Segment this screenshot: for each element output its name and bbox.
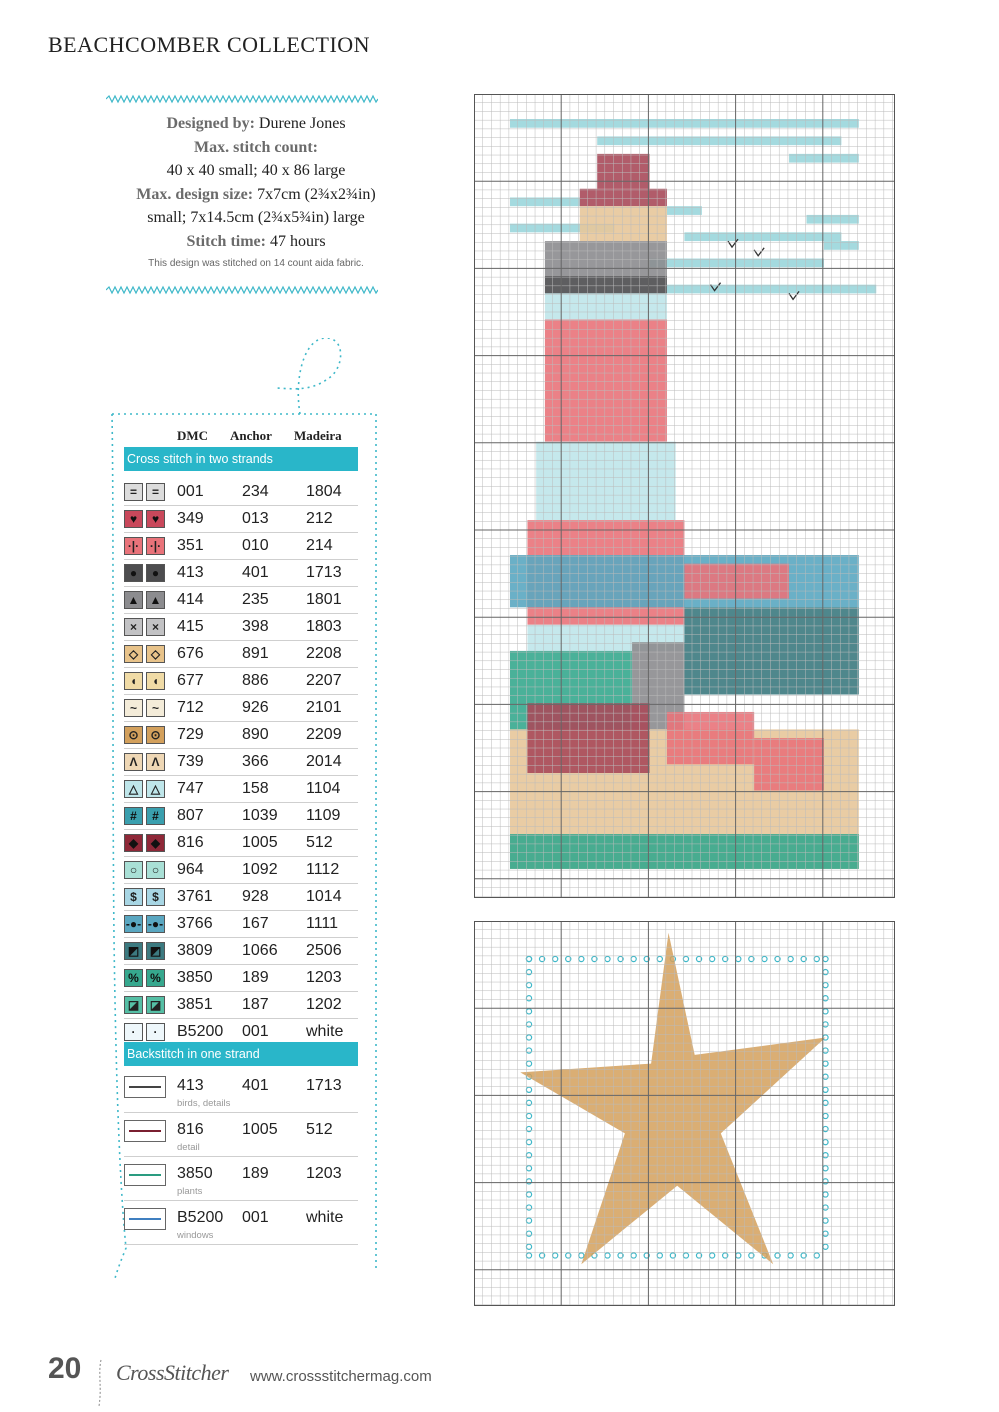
border-dot bbox=[823, 1087, 828, 1092]
symbol-cell: ~ bbox=[124, 699, 143, 717]
border-dot bbox=[526, 1153, 531, 1158]
col-anchor: Anchor bbox=[230, 428, 272, 443]
border-dot bbox=[526, 1022, 531, 1027]
madeira-code: 1203 bbox=[306, 969, 342, 986]
anchor-code: 234 bbox=[242, 483, 269, 500]
border-dot bbox=[823, 1192, 828, 1197]
rocks bbox=[754, 738, 824, 790]
dmc-code: 816 bbox=[177, 834, 204, 851]
anchor-code: 167 bbox=[242, 915, 269, 932]
symbol-swatch bbox=[124, 996, 166, 1014]
symbol-cell: % bbox=[124, 969, 143, 987]
lighthouse-roof bbox=[580, 189, 667, 206]
key-row-3761 bbox=[124, 883, 358, 911]
symbol-cell: -●- bbox=[147, 917, 164, 931]
madeira-code: 2014 bbox=[306, 753, 342, 770]
border-dot bbox=[526, 1126, 531, 1131]
backstitch-row-413 bbox=[124, 1068, 358, 1113]
anchor-code: 890 bbox=[242, 726, 269, 743]
anchor-code: 001 bbox=[242, 1023, 269, 1040]
madeira-code: 1202 bbox=[306, 996, 342, 1013]
symbol-cell: ⊙ bbox=[124, 726, 143, 744]
dmc-code: 351 bbox=[177, 537, 204, 554]
lighthouse-lantern bbox=[580, 206, 667, 241]
dmc-code: 677 bbox=[177, 672, 204, 689]
dmc-code: 413 bbox=[177, 1077, 204, 1094]
symbol-cell: # bbox=[146, 807, 165, 825]
symbol-cell: Λ bbox=[146, 753, 165, 771]
anchor-code: 401 bbox=[242, 1077, 269, 1094]
dmc-code: 3850 bbox=[177, 969, 213, 986]
symbol-cell: Λ bbox=[124, 753, 143, 771]
starfish-chart bbox=[474, 921, 895, 1306]
backstitch-swatch bbox=[124, 1076, 166, 1098]
max-size-value-2: small; 7x14.5cm (2¾x5¾in) large bbox=[147, 209, 365, 226]
symbol-cell: ● bbox=[124, 564, 143, 582]
border-dot bbox=[823, 996, 828, 1001]
dmc-code: 001 bbox=[177, 483, 204, 500]
designer-name: Durene Jones bbox=[258, 115, 346, 132]
symbol-cell: ♥ bbox=[124, 510, 143, 528]
key-row-676 bbox=[124, 640, 358, 668]
border-dot bbox=[823, 1179, 828, 1184]
sea bbox=[684, 607, 858, 694]
border-dot bbox=[710, 956, 715, 961]
border-dot bbox=[526, 983, 531, 988]
key-row-677 bbox=[124, 667, 358, 695]
madeira-code: 512 bbox=[306, 1121, 333, 1138]
key-row-351 bbox=[124, 532, 358, 560]
madeira-code: 2207 bbox=[306, 672, 342, 689]
border-dot bbox=[526, 1205, 531, 1210]
madeira-code: 1111 bbox=[306, 915, 339, 932]
key-row-3851 bbox=[124, 991, 358, 1019]
dmc-code: 415 bbox=[177, 618, 204, 635]
stitch-time-label: Stitch time: bbox=[186, 232, 266, 250]
border-dot bbox=[526, 1231, 531, 1236]
symbol-swatch bbox=[124, 942, 166, 960]
border-dot bbox=[526, 956, 531, 961]
backstitch-heading: Backstitch in one strand bbox=[124, 1042, 358, 1066]
border-dot bbox=[823, 1205, 828, 1210]
backstitch-note: detail bbox=[177, 1142, 200, 1153]
symbol-cell: = bbox=[124, 483, 143, 501]
dmc-code: 349 bbox=[177, 510, 204, 527]
symbol-cell: ·|· bbox=[146, 537, 165, 555]
symbol-cell: × bbox=[124, 618, 143, 636]
backstitch-row-816 bbox=[124, 1112, 358, 1157]
symbol-cell: △ bbox=[146, 780, 165, 798]
border-dot bbox=[823, 1244, 828, 1249]
backstitch-note: birds, details bbox=[177, 1098, 231, 1109]
anchor-code: 366 bbox=[242, 753, 269, 770]
anchor-code: 1005 bbox=[242, 834, 278, 851]
border-dot bbox=[553, 956, 558, 961]
border-dot bbox=[710, 1253, 715, 1258]
border-dot bbox=[631, 1253, 636, 1258]
symbol-cell: = bbox=[146, 483, 165, 501]
border-dot bbox=[823, 956, 828, 961]
anchor-code: 187 bbox=[242, 996, 269, 1013]
rocks bbox=[667, 712, 754, 764]
border-dot bbox=[526, 1179, 531, 1184]
symbol-swatch bbox=[124, 969, 166, 987]
symbol-cell: △ bbox=[124, 780, 143, 798]
symbol-cell: ◪ bbox=[124, 996, 143, 1014]
key-row-413 bbox=[124, 559, 358, 587]
anchor-code: 1005 bbox=[242, 1121, 278, 1138]
madeira-code: 1713 bbox=[306, 1077, 342, 1094]
border-dot bbox=[579, 1253, 584, 1258]
col-madeira: Madeira bbox=[294, 428, 342, 443]
madeira-code: 2506 bbox=[306, 942, 342, 959]
border-dot bbox=[526, 1048, 531, 1053]
page-number: 20 bbox=[48, 1352, 82, 1385]
max-size-value: 7x7cm (2¾x2¾in) bbox=[257, 185, 376, 203]
border-dot bbox=[736, 1253, 741, 1258]
symbol-swatch bbox=[124, 645, 166, 663]
lighthouse-tower bbox=[536, 442, 676, 520]
sea bbox=[684, 564, 789, 599]
symbol-cell: ⊙ bbox=[146, 726, 165, 744]
brand-logo: CrossStitcher bbox=[116, 1360, 229, 1385]
symbol-cell: ♥ bbox=[146, 510, 165, 528]
madeira-code: 214 bbox=[306, 537, 333, 554]
border-dot bbox=[823, 1218, 828, 1223]
anchor-code: 928 bbox=[242, 888, 269, 905]
border-dot bbox=[683, 1253, 688, 1258]
border-dot bbox=[526, 969, 531, 974]
backstitch-swatch bbox=[124, 1164, 166, 1186]
madeira-code: white bbox=[306, 1209, 344, 1226]
border-dot bbox=[553, 1253, 558, 1258]
border-dot bbox=[526, 1218, 531, 1223]
symbol-swatch bbox=[124, 699, 166, 717]
zigzag-divider-top bbox=[106, 94, 378, 104]
border-dot bbox=[605, 956, 610, 961]
border-dot bbox=[823, 1126, 828, 1131]
madeira-code: 512 bbox=[306, 834, 333, 851]
symbol-swatch bbox=[124, 753, 166, 771]
dmc-code: B5200 bbox=[177, 1209, 224, 1226]
backstitch-row-3850 bbox=[124, 1156, 358, 1201]
symbol-swatch bbox=[124, 537, 166, 555]
symbol-cell: ◇ bbox=[146, 645, 165, 663]
border-dot bbox=[823, 1061, 828, 1066]
anchor-code: 189 bbox=[242, 1165, 269, 1182]
symbol-cell: ○ bbox=[146, 861, 165, 879]
key-row-747 bbox=[124, 775, 358, 803]
border-dot bbox=[657, 1253, 662, 1258]
symbol-swatch bbox=[124, 510, 166, 528]
dmc-code: 747 bbox=[177, 780, 204, 797]
grass-bottom bbox=[510, 834, 859, 869]
symbol-swatch bbox=[124, 726, 166, 744]
border-dot bbox=[526, 1253, 531, 1258]
key-row-001 bbox=[124, 478, 358, 506]
key-row-3809 bbox=[124, 937, 358, 965]
madeira-code: 1104 bbox=[306, 780, 341, 797]
backstitch-note: windows bbox=[177, 1230, 214, 1241]
max-size-label: Max. design size: bbox=[136, 185, 254, 203]
backstitch-row-B5200 bbox=[124, 1200, 358, 1245]
madeira-code: 212 bbox=[306, 510, 333, 527]
backstitch-swatch bbox=[124, 1208, 166, 1230]
dmc-code: 712 bbox=[177, 699, 204, 716]
fabric-note: This design was stitched on 14 count aida fabric. bbox=[148, 258, 364, 269]
madeira-code: 1014 bbox=[306, 888, 342, 905]
symbol-swatch bbox=[124, 618, 166, 636]
key-row-964 bbox=[124, 856, 358, 884]
key-row-3766 bbox=[124, 910, 358, 938]
symbol-swatch bbox=[124, 888, 166, 906]
symbol-cell: $ bbox=[124, 888, 143, 906]
max-count-label: Max. stitch count: bbox=[194, 138, 318, 156]
symbol-swatch bbox=[124, 564, 166, 582]
symbol-swatch bbox=[124, 807, 166, 825]
border-dot bbox=[657, 956, 662, 961]
bird-mark bbox=[754, 248, 764, 256]
border-dot bbox=[526, 1087, 531, 1092]
anchor-code: 1039 bbox=[242, 807, 278, 824]
border-dot bbox=[814, 1253, 819, 1258]
border-dot bbox=[736, 956, 741, 961]
anchor-code: 1092 bbox=[242, 861, 278, 878]
backstitch-swatch bbox=[124, 1120, 166, 1142]
border-dot bbox=[526, 996, 531, 1001]
symbol-swatch bbox=[124, 591, 166, 609]
border-dot bbox=[788, 956, 793, 961]
border-dot bbox=[526, 1166, 531, 1171]
symbol-cell: ◖ bbox=[146, 672, 165, 690]
border-dot bbox=[814, 956, 819, 961]
max-count-value: 40 x 40 small; 40 x 86 large bbox=[166, 162, 346, 179]
border-dot bbox=[823, 1166, 828, 1171]
symbol-swatch bbox=[124, 1023, 166, 1041]
anchor-code: 891 bbox=[242, 645, 269, 662]
border-dot bbox=[526, 1113, 531, 1118]
border-dot bbox=[788, 1253, 793, 1258]
symbol-cell: · bbox=[124, 1023, 143, 1041]
symbol-cell: ◪ bbox=[146, 996, 165, 1014]
symbol-cell: ◖ bbox=[124, 672, 143, 690]
madeira-code: 1803 bbox=[306, 618, 342, 635]
stitch-time-value: 47 hours bbox=[269, 232, 326, 250]
anchor-code: 886 bbox=[242, 672, 269, 689]
border-dot bbox=[823, 1022, 828, 1027]
key-row-807 bbox=[124, 802, 358, 830]
symbol-cell: # bbox=[124, 807, 143, 825]
symbol-cell: ◆ bbox=[124, 834, 143, 852]
anchor-code: 010 bbox=[242, 537, 269, 554]
key-row-415 bbox=[124, 613, 358, 641]
symbol-cell: ~ bbox=[146, 699, 165, 717]
madeira-code: white bbox=[306, 1023, 344, 1040]
symbol-cell: $ bbox=[146, 888, 165, 906]
border-dot bbox=[823, 1231, 828, 1236]
madeira-code: 1713 bbox=[306, 564, 342, 581]
symbol-cell: -●- bbox=[125, 917, 142, 931]
madeira-code: 1112 bbox=[306, 861, 340, 878]
border-dot bbox=[605, 1253, 610, 1258]
symbol-cell: ▲ bbox=[146, 591, 165, 609]
symbol-cell: ○ bbox=[124, 861, 143, 879]
symbol-cell: ◩ bbox=[124, 942, 143, 960]
designed-by-label: Designed by: bbox=[166, 115, 255, 132]
border-dot bbox=[823, 1035, 828, 1040]
symbol-cell: ◆ bbox=[146, 834, 165, 852]
symbol-cell: · bbox=[146, 1023, 165, 1041]
starfish-shape bbox=[520, 933, 825, 1264]
dmc-code: 3809 bbox=[177, 942, 213, 959]
symbol-cell: ▲ bbox=[124, 591, 143, 609]
border-dot bbox=[683, 956, 688, 961]
dmc-code: 964 bbox=[177, 861, 204, 878]
key-row-729 bbox=[124, 721, 358, 749]
symbol-swatch bbox=[124, 834, 166, 852]
dmc-code: 807 bbox=[177, 807, 204, 824]
lighthouse-chart bbox=[474, 94, 895, 898]
dmc-code: 676 bbox=[177, 645, 204, 662]
key-row-739 bbox=[124, 748, 358, 776]
border-dot bbox=[823, 983, 828, 988]
border-dot bbox=[579, 956, 584, 961]
dmc-code: 3851 bbox=[177, 996, 213, 1013]
border-dot bbox=[823, 1048, 828, 1053]
dmc-code: 3850 bbox=[177, 1165, 213, 1182]
symbol-cell: ◇ bbox=[124, 645, 143, 663]
key-row-3850 bbox=[124, 964, 358, 992]
border-dot bbox=[823, 1074, 828, 1079]
symbol-swatch bbox=[124, 861, 166, 879]
key-row-414 bbox=[124, 586, 358, 614]
border-dot bbox=[631, 956, 636, 961]
madeira-code: 2101 bbox=[306, 699, 342, 716]
website-url: www.crossstitchermag.com bbox=[250, 1368, 432, 1385]
symbol-cell: ● bbox=[146, 564, 165, 582]
collection-title: BEACHCOMBER COLLECTION bbox=[48, 32, 371, 57]
madeira-code: 1203 bbox=[306, 1165, 342, 1182]
symbol-swatch bbox=[124, 672, 166, 690]
anchor-code: 1066 bbox=[242, 942, 278, 959]
border-dot bbox=[526, 1100, 531, 1105]
backstitch-note: plants bbox=[177, 1186, 203, 1197]
dmc-code: 739 bbox=[177, 753, 204, 770]
key-row-816 bbox=[124, 829, 358, 857]
border-dot bbox=[526, 1192, 531, 1197]
border-dot bbox=[526, 1140, 531, 1145]
border-dot bbox=[823, 969, 828, 974]
anchor-code: 235 bbox=[242, 591, 269, 608]
border-dot bbox=[823, 1140, 828, 1145]
border-dot bbox=[526, 1061, 531, 1066]
madeira-code: 1804 bbox=[306, 483, 342, 500]
border-dot bbox=[762, 956, 767, 961]
key-row-712 bbox=[124, 694, 358, 722]
border-dot bbox=[823, 1100, 828, 1105]
key-row-349 bbox=[124, 505, 358, 533]
anchor-code: 189 bbox=[242, 969, 269, 986]
dmc-code: 413 bbox=[177, 564, 204, 581]
anchor-code: 401 bbox=[242, 564, 269, 581]
symbol-swatch bbox=[124, 483, 166, 501]
symbol-swatch bbox=[124, 915, 166, 933]
border-dot bbox=[823, 1009, 828, 1014]
dmc-code: B5200 bbox=[177, 1023, 224, 1040]
symbol-swatch bbox=[124, 780, 166, 798]
madeira-code: 2209 bbox=[306, 726, 342, 743]
col-dmc: DMC bbox=[177, 428, 209, 443]
anchor-code: 398 bbox=[242, 618, 269, 635]
madeira-code: 2208 bbox=[306, 645, 342, 662]
dmc-code: 816 bbox=[177, 1121, 204, 1138]
dmc-code: 729 bbox=[177, 726, 204, 743]
anchor-code: 926 bbox=[242, 699, 269, 716]
symbol-cell: ·|· bbox=[124, 537, 143, 555]
symbol-cell: ◩ bbox=[146, 942, 165, 960]
dmc-code: 3766 bbox=[177, 915, 213, 932]
madeira-code: 1109 bbox=[306, 807, 341, 824]
cross-stitch-heading: Cross stitch in two strands bbox=[124, 447, 358, 471]
border-dot bbox=[823, 1113, 828, 1118]
madeira-code: 1801 bbox=[306, 591, 342, 608]
anchor-code: 001 bbox=[242, 1209, 269, 1226]
design-info bbox=[106, 112, 406, 271]
dmc-code: 3761 bbox=[177, 888, 213, 905]
symbol-cell: % bbox=[146, 969, 165, 987]
dmc-code: 414 bbox=[177, 591, 204, 608]
border-dot bbox=[823, 1153, 828, 1158]
border-dot bbox=[526, 1035, 531, 1040]
footer-separator bbox=[97, 1358, 103, 1408]
border-dot bbox=[526, 1009, 531, 1014]
anchor-code: 158 bbox=[242, 780, 269, 797]
symbol-cell: × bbox=[146, 618, 165, 636]
border-dot bbox=[526, 1244, 531, 1249]
zigzag-divider-bottom bbox=[106, 285, 378, 295]
anchor-code: 013 bbox=[242, 510, 269, 527]
